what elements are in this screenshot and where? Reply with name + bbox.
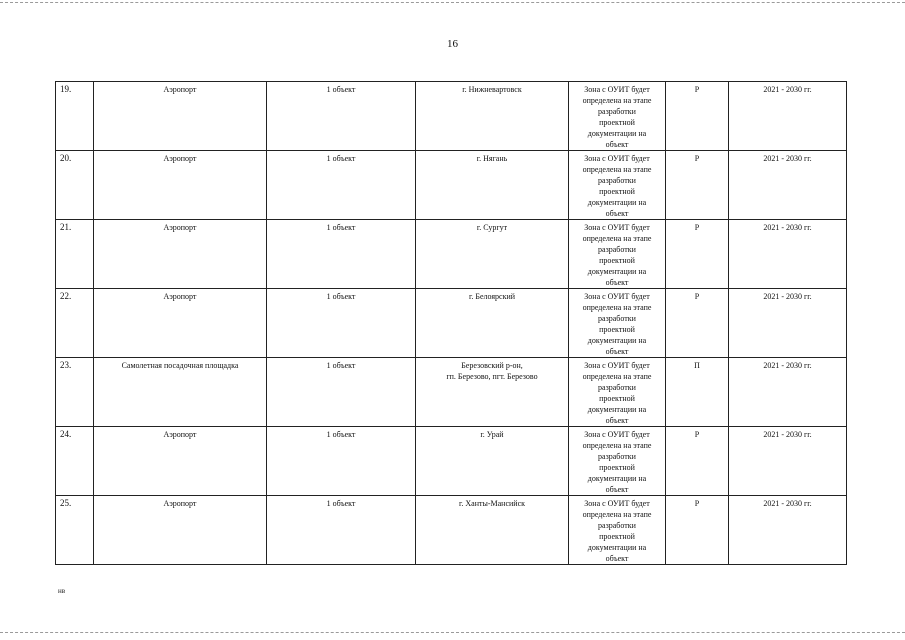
object-quantity: 1 объект <box>267 427 416 496</box>
objects-table <box>55 81 847 565</box>
object-location: г. Сургут <box>416 220 569 289</box>
zone-description: Зона с ОУИТ будет определена на этапе разработки проектной документации на объект <box>569 82 666 151</box>
implementation-period: 2021 - 2030 гг. <box>729 82 847 151</box>
scan-border-bottom <box>0 632 905 633</box>
object-quantity: 1 объект <box>267 151 416 220</box>
scan-border-top <box>0 2 905 3</box>
row-number: 23. <box>56 358 94 427</box>
object-name: Аэропорт <box>94 427 267 496</box>
footer-initials: нв <box>58 587 66 595</box>
object-name: Аэропорт <box>94 220 267 289</box>
object-status-code: Р <box>666 289 729 358</box>
row-number: 25. <box>56 496 94 565</box>
object-status-code: Р <box>666 220 729 289</box>
object-status-code: Р <box>666 82 729 151</box>
implementation-period: 2021 - 2030 гг. <box>729 358 847 427</box>
row-number: 20. <box>56 151 94 220</box>
implementation-period: 2021 - 2030 гг. <box>729 289 847 358</box>
row-number: 21. <box>56 220 94 289</box>
object-status-code: Р <box>666 151 729 220</box>
object-name: Самолетная посадочная площадка <box>94 358 267 427</box>
table-row <box>56 358 847 427</box>
object-location: г. Нягань <box>416 151 569 220</box>
object-location: г. Ханты-Мансийск <box>416 496 569 565</box>
zone-description: Зона с ОУИТ будет определена на этапе разработки проектной документации на объект <box>569 151 666 220</box>
object-quantity: 1 объект <box>267 358 416 427</box>
implementation-period: 2021 - 2030 гг. <box>729 427 847 496</box>
zone-description: Зона с ОУИТ будет определена на этапе разработки проектной документации на объект <box>569 220 666 289</box>
object-name: Аэропорт <box>94 496 267 565</box>
table-row <box>56 496 847 565</box>
object-name: Аэропорт <box>94 289 267 358</box>
object-location: г. Урай <box>416 427 569 496</box>
object-status-code: Р <box>666 427 729 496</box>
object-status-code: П <box>666 358 729 427</box>
object-location: Березовский р-он, гп. Березово, пгт. Березово <box>416 358 569 427</box>
object-quantity: 1 объект <box>267 496 416 565</box>
implementation-period: 2021 - 2030 гг. <box>729 496 847 565</box>
object-location: г. Нижневартовск <box>416 82 569 151</box>
object-status-code: Р <box>666 496 729 565</box>
object-name: Аэропорт <box>94 151 267 220</box>
object-quantity: 1 объект <box>267 82 416 151</box>
table-row <box>56 289 847 358</box>
zone-description: Зона с ОУИТ будет определена на этапе разработки проектной документации на объект <box>569 289 666 358</box>
zone-description: Зона с ОУИТ будет определена на этапе разработки проектной документации на объект <box>569 358 666 427</box>
implementation-period: 2021 - 2030 гг. <box>729 151 847 220</box>
row-number: 19. <box>56 82 94 151</box>
table-row <box>56 151 847 220</box>
page-number: 16 <box>447 38 458 50</box>
row-number: 24. <box>56 427 94 496</box>
object-location: г. Белоярский <box>416 289 569 358</box>
implementation-period: 2021 - 2030 гг. <box>729 220 847 289</box>
object-quantity: 1 объект <box>267 220 416 289</box>
table-row <box>56 82 847 151</box>
object-name: Аэропорт <box>94 82 267 151</box>
zone-description: Зона с ОУИТ будет определена на этапе разработки проектной документации на объект <box>569 427 666 496</box>
object-quantity: 1 объект <box>267 289 416 358</box>
table-row <box>56 427 847 496</box>
table-row <box>56 220 847 289</box>
row-number: 22. <box>56 289 94 358</box>
zone-description: Зона с ОУИТ будет определена на этапе разработки проектной документации на объект <box>569 496 666 565</box>
